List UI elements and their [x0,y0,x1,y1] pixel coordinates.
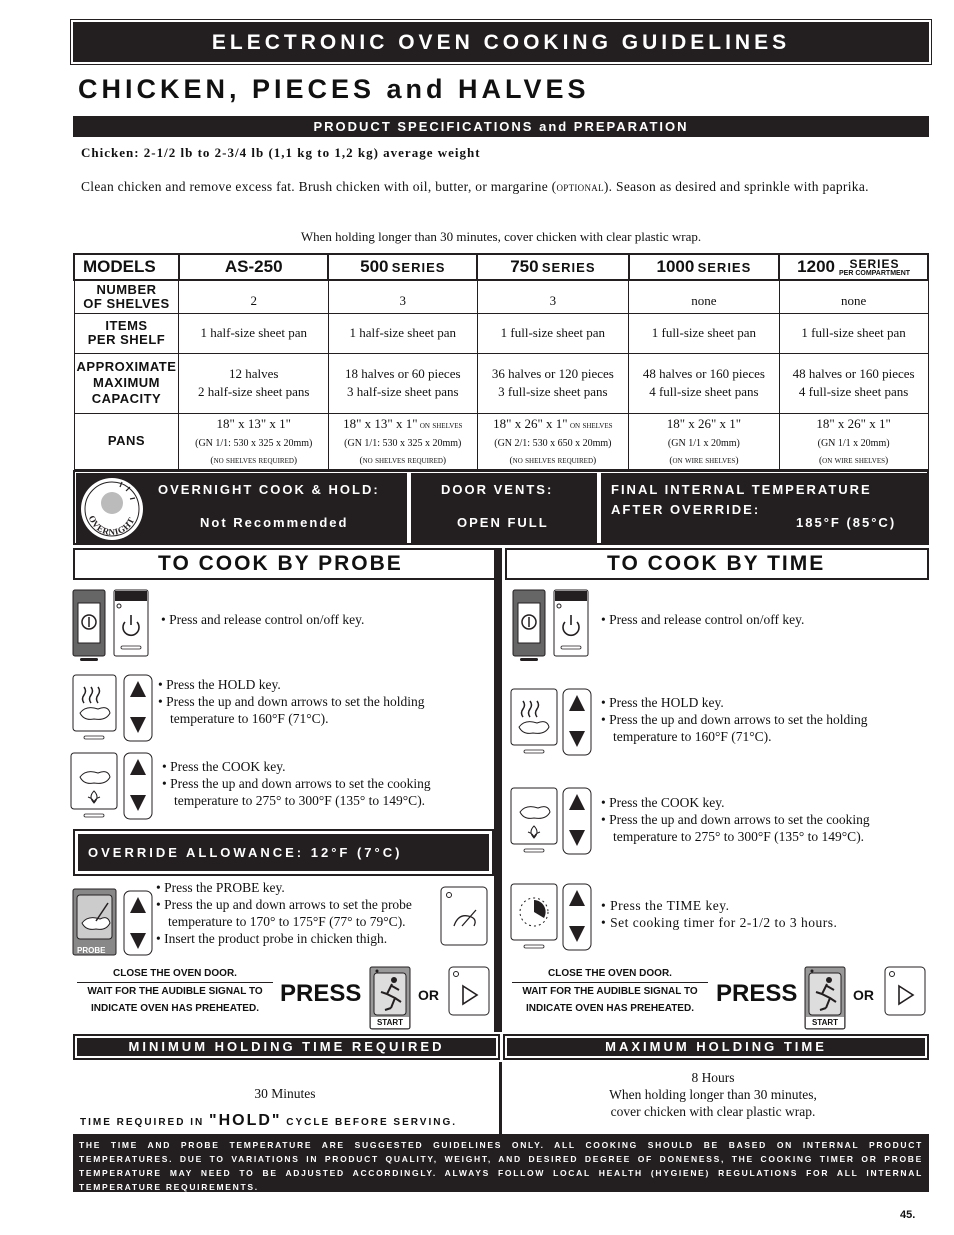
probe-step-2: • Press the HOLD key. • Press the up and down arrows to set the holding temperature to 160°F (71°C). [158,677,425,726]
table-cell: 3 [328,280,477,313]
table-cell: 36 halves or 120 pieces 3 full-size sheet pans [477,353,629,413]
probe-press-label: PRESS [280,980,362,1007]
model-suffix: SERIES [391,260,446,275]
probe-play-button-icon[interactable] [448,966,490,1016]
table-cell: 18" x 13" x 1" (GN 1/1: 530 x 325 x 20mm) (no shelves required) [179,413,329,469]
table-cell: 18" x 26" x 1" (GN 1/1 x 20mm) (on wire shelves) [779,413,928,469]
table-cell: 18 halves or 60 pieces 3 half-size sheet pans [328,353,477,413]
prep-part-a: Clean chicken and remove excess fat. Brush chicken with oil, butter, or margarine ( [81,179,557,194]
probe-key-label: PROBE [77,946,106,955]
final-temp-value: 185°F (85°C) [796,515,897,530]
table-cell: 12 halves 2 half-size sheet pans [179,353,329,413]
cook-key-icon [70,751,154,821]
time-step-2: • Press the HOLD key. • Press the up and down arrows to set the holding temperature to 160°F (71°C). [601,695,868,744]
model-header [328,254,477,280]
model-header [477,254,629,280]
table-cell: 18" x 13" x 1" on shelves (GN 1/1: 530 x 325 x 20mm) (no shelves required) [328,413,477,469]
row-label-shelves: NUMBER OF SHELVES [74,280,179,313]
overnight-cook-hold-value: Not Recommended [200,515,349,530]
spec-bar [73,116,929,137]
final-temperature [601,473,927,543]
final-temp-label-1: FINAL INTERNAL TEMPERATURE [611,482,872,497]
time-play-button-icon[interactable] [884,966,926,1016]
max-holding-value: 8 Hours When holding longer than 30 minutes, cover chicken with clear plastic wrap. [609,1070,817,1119]
spec-bar-label: PRODUCT SPECIFICATIONS and PREPARATION [313,119,689,134]
probe-start-button[interactable] [369,966,411,1030]
model-subnote: PER COMPARTMENT [838,269,911,277]
models-label: MODELS [83,257,156,276]
overnight-cook-hold [76,473,407,543]
time-or-label: OR [853,987,874,1003]
table-cell: 3 [477,280,629,313]
table-cell: none [629,280,780,313]
column-divider [494,548,502,1032]
overnight-cook-hold-label: OVERNIGHT COOK & HOLD: [158,482,380,497]
min-holding-bar [73,1034,500,1060]
models-header-row [74,254,928,280]
probe-close-door-instructions: CLOSE THE OVEN DOOR. WAIT FOR THE AUDIBLE SIGNAL TO INDICATE OVEN HAS PREHEATED. [77,965,273,1017]
model-name: 1000 [656,257,695,276]
table-cell: 1 half-size sheet pan [179,313,329,353]
min-holding-note: TIME REQUIRED IN "HOLD" CYCLE BEFORE SERVING. [80,1112,458,1129]
svg-text:OVERNIGHT: OVERNIGHT [86,513,137,538]
table-row [74,313,928,353]
min-holding-label: MINIMUM HOLDING TIME REQUIRED [77,1038,496,1056]
time-press-label: PRESS [716,980,798,1007]
document-title-bar [73,22,929,62]
table-row [74,353,928,413]
overnight-bar [73,470,929,545]
max-holding-label: MAXIMUM HOLDING TIME [507,1038,925,1056]
prep-part-b: ). Season as desired and sprinkle with paprika. [603,179,869,194]
model-suffix: SERIES [849,256,900,271]
document-title: ELECTRONIC OVEN COOKING GUIDELINES [211,31,791,54]
time-section-title: TO COOK BY TIME [505,548,929,580]
table-cell: none [779,280,928,313]
model-header [629,254,780,280]
time-step-3: • Press the COOK key. • Press the up and down arrows to set the cooking temperature to 275° to 300°F (135° to 149°C). [601,795,870,844]
row-label-capacity: APPROXIMATE MAXIMUM CAPACITY [74,353,179,413]
door-vents [411,473,597,543]
time-close-door-instructions: CLOSE THE OVEN DOOR. WAIT FOR THE AUDIBLE SIGNAL TO INDICATE OVEN HAS PREHEATED. [512,965,708,1017]
on-off-key-icon [512,588,592,662]
table-row [74,280,928,313]
probe-or-label: OR [418,987,439,1003]
probe-step-3: • Press the COOK key. • Press the up and down arrows to set the cooking temperature to 275° to 300°F (135° to 149°C). [162,759,431,808]
probe-readout-icon [440,886,490,948]
table-cell: 48 halves or 160 pieces 4 full-size sheet pans [779,353,928,413]
table-cell: 48 halves or 160 pieces 4 full-size sheet pans [629,353,780,413]
table-cell: 18" x 26" x 1" (GN 1/1 x 20mm) (on wire shelves) [629,413,780,469]
page-number: 45. [900,1209,916,1221]
overnight-badge-text [80,477,144,541]
time-start-label: START [811,1018,839,1027]
min-holding-value: 30 Minutes [254,1086,316,1101]
probe-start-label: START [376,1018,404,1027]
table-cell: 2 [179,280,329,313]
preparation-text [81,178,926,195]
average-weight: Chicken: 2-1/2 lb to 2-3/4 lb (1,1 kg to 1,2 kg) average weight [81,145,481,160]
probe-section-title: TO COOK BY PROBE [73,548,496,580]
override-allowance [73,829,494,876]
model-header [179,254,329,280]
probe-step-1: • Press and release control on/off key. [161,612,365,627]
product-title: CHICKEN, PIECES and HALVES [78,74,590,104]
time-step-4: • Press the TIME key. • Set cooking timer for 2-1/2 to 3 hours. [601,898,838,930]
hold-key-icon [72,673,154,743]
model-name: 500 [360,257,389,276]
model-name: AS-250 [224,257,283,276]
table-cell: 1 half-size sheet pan [328,313,477,353]
model-name: 750 [510,257,539,276]
table-cell: 1 full-size sheet pan [629,313,780,353]
time-step-1: • Press and release control on/off key. [601,612,805,627]
final-temp-label-2: AFTER OVERRIDE: [611,502,761,517]
model-header [779,254,928,280]
table-cell: 1 full-size sheet pan [477,313,629,353]
disclaimer-footer: THE TIME AND PROBE TEMPERATURE ARE SUGGESTED GUIDELINES ONLY. ALL COOKING SHOULD BE BASED ON INTERNAL PRODUCT TEMPERATURES. DUE TO VARIATIONS IN PRODUCT QUALITY, WEIGHT, AND DESIRED DEGREE OF DONENESS, THE COOKING TIMER OR PROBE TEMPERATURE MAY NEED TO BE ADJUSTED ACCORDINGLY. ALWAYS FOLLOW LOCAL HEALTH (HYGIENE) REGULATIONS FOR ALL INTERNAL TEMPERATURE REQUIREMENTS. [73,1134,929,1192]
cook-key-icon [510,786,592,856]
table-cell: 1 full-size sheet pan [779,313,928,353]
model-suffix: SERIES [697,260,752,275]
prep-optional: optional [556,179,604,194]
override-allowance-text: OVERRIDE ALLOWANCE: 12°F (7°C) [78,834,489,871]
table-row [74,413,928,469]
row-label-pans: PANS [74,413,179,469]
model-name: 1200 [797,257,835,276]
model-suffix: SERIES [541,260,596,275]
probe-step-4: • Press the PROBE key. • Press the up and down arrows to set the probe temperature to 170° to 175°F (77° to 79°C). • Insert the product probe in chicken thigh. [156,880,412,946]
models-table [73,253,929,470]
on-off-key-icon [72,588,152,662]
max-holding-bar [503,1034,929,1060]
time-key-icon [510,882,592,952]
row-label-items: ITEMS PER SHELF [74,313,179,353]
models-label-cell [74,254,179,280]
door-vents-value: OPEN FULL [457,515,549,530]
holding-note: When holding longer than 30 minutes, cover chicken with clear plastic wrap. [300,229,702,244]
hold-key-icon [510,687,592,757]
time-start-button[interactable] [804,966,846,1030]
door-vents-label: DOOR VENTS: [441,482,554,497]
table-cell: 18" x 26" x 1" on shelves (GN 2/1: 530 x 650 x 20mm) (no shelves required) [477,413,629,469]
holding-divider [499,1062,502,1134]
